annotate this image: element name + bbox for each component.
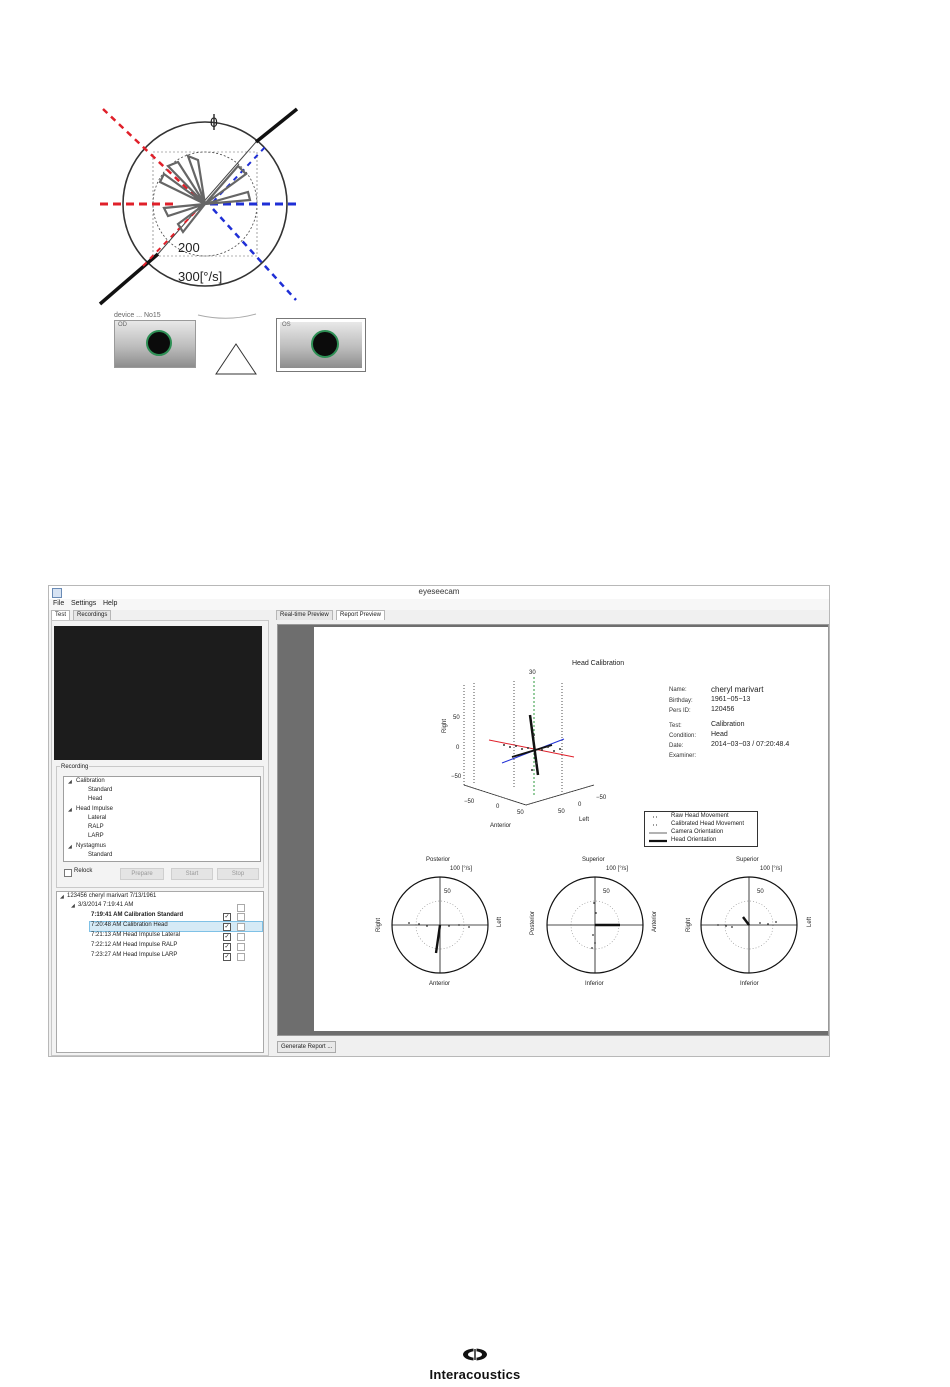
- recording-group: [56, 766, 264, 888]
- polar2-right-label: Anterior: [652, 910, 658, 932]
- info-key: Pers ID:: [669, 708, 691, 714]
- include-checkbox[interactable]: ✓: [224, 934, 230, 940]
- head-calibration-3d-plot: [434, 675, 624, 825]
- report-page: [314, 627, 828, 1031]
- info-key: Birthday:: [669, 698, 693, 704]
- session-tree[interactable]: [56, 891, 264, 1053]
- info-value-condition: Head: [711, 731, 728, 738]
- menu-file[interactable]: File: [53, 600, 65, 607]
- session-item-calibration-standard[interactable]: 7:19:41 AM Calibration Standard: [91, 912, 184, 918]
- left-panel: [51, 620, 269, 1056]
- polar3-left-label: Right: [686, 917, 692, 932]
- session-date-node[interactable]: 3/3/2014 7:19:41 AM: [78, 902, 134, 908]
- menu-settings[interactable]: Settings: [71, 600, 97, 607]
- relock-checkbox[interactable]: [64, 869, 72, 877]
- tab-recordings[interactable]: Recordings: [73, 610, 111, 620]
- plot3d-y-tick: 0: [456, 745, 460, 751]
- polar-plot-2: [544, 873, 646, 979]
- polar1-left-label: Right: [376, 917, 382, 932]
- info-key: Date:: [669, 743, 684, 749]
- tree-item-lateral[interactable]: Lateral: [88, 815, 107, 821]
- plot3d-y-label: Right: [442, 718, 448, 733]
- expand-icon[interactable]: ◢: [68, 779, 72, 785]
- info-value-date: 2014−03−03 / 07:20:48.4: [711, 741, 790, 748]
- tab-test[interactable]: Test: [51, 610, 70, 620]
- secondary-checkbox[interactable]: [237, 953, 245, 961]
- session-item-impulse-larp[interactable]: 7:23:27 AM Head Impulse LARP: [91, 952, 178, 958]
- plot3d-z-tick: 0: [578, 802, 582, 808]
- plot3d-x-tick: −50: [464, 799, 475, 805]
- report-title: Head Calibration: [572, 660, 625, 667]
- tab-report-preview[interactable]: Report Preview: [336, 610, 385, 620]
- session-item-calibration-head[interactable]: 7:20:48 AM Calibration Head: [91, 922, 168, 928]
- plot3d-top-tick: 30: [529, 670, 536, 676]
- figure-caption-fragment: device ... No15: [114, 312, 161, 319]
- generate-report-button[interactable]: Generate Report ...: [277, 1041, 336, 1053]
- report-legend: [644, 811, 758, 847]
- report-preview-frame: [277, 624, 829, 1036]
- plot3d-x-tick: 50: [517, 810, 524, 816]
- tree-item-standard[interactable]: Standard: [88, 787, 113, 793]
- polar1-bottom-label: Anterior: [429, 981, 451, 987]
- plot3d-x-tick: 0: [496, 804, 500, 810]
- legend-raw-head-movement: Raw Head Movement: [671, 813, 729, 819]
- tab-realtime-preview[interactable]: Real-time Preview: [276, 610, 333, 620]
- include-checkbox[interactable]: ✓: [224, 954, 230, 960]
- thumb-label-os: OS: [282, 322, 291, 328]
- secondary-checkbox[interactable]: [237, 904, 245, 912]
- legend-camera-orientation: Camera Orientation: [671, 829, 724, 835]
- eye-thumbnail-left: [276, 318, 366, 372]
- plot3d-y-tick: 50: [453, 715, 460, 721]
- pupil-marker: [311, 330, 339, 358]
- thumb-label-od: OD: [118, 322, 127, 328]
- polar3-right-label: Left: [807, 916, 813, 927]
- session-item-impulse-lateral[interactable]: 7:21:13 AM Head Impulse Lateral: [91, 932, 181, 938]
- include-checkbox[interactable]: ✓: [224, 924, 230, 930]
- menu-bar: [49, 599, 829, 610]
- polar2-top-label: Superior: [582, 857, 605, 863]
- plot3d-x-label: Anterior: [490, 823, 512, 829]
- calibration-polar-figure: [98, 104, 368, 376]
- plot3d-y-tick: −50: [451, 774, 462, 780]
- plot3d-z-tick: 50: [558, 809, 565, 815]
- polar-plot-1: [389, 873, 491, 979]
- include-checkbox[interactable]: ✓: [224, 914, 230, 920]
- polar-plot-3: [698, 873, 800, 979]
- legend-calibrated-head-movement: Calibrated Head Movement: [671, 821, 745, 827]
- tree-item-head[interactable]: Head: [88, 796, 103, 802]
- scale-label-0: 0: [210, 114, 218, 130]
- start-button[interactable]: Start: [171, 868, 213, 880]
- patient-node[interactable]: 123456 cheryl marivart 7/13/1961: [67, 893, 157, 899]
- scale-label-200: 200: [178, 240, 200, 255]
- triangle-icon: [214, 342, 258, 376]
- recording-legend: Recording: [61, 764, 89, 770]
- info-value-pers-id: 120456: [711, 706, 735, 713]
- polar2-bottom-label: Inferior: [585, 981, 604, 987]
- recording-tree[interactable]: [63, 776, 261, 862]
- tree-item-larp[interactable]: LARP: [88, 833, 104, 839]
- secondary-checkbox[interactable]: [237, 923, 245, 931]
- stop-button[interactable]: Stop: [217, 868, 259, 880]
- legend-swatches: [647, 814, 669, 846]
- polar3-ring-label: 100 [°/s]: [760, 866, 783, 872]
- info-key: Test:: [669, 723, 682, 729]
- polar1-ring-label-50: 50: [444, 889, 451, 895]
- info-key: Examiner:: [669, 753, 697, 759]
- polar3-top-label: Superior: [736, 857, 759, 863]
- expand-icon[interactable]: ◢: [68, 807, 72, 813]
- plot3d-z-label: Left: [579, 817, 590, 823]
- session-item-impulse-ralp[interactable]: 7:22:12 AM Head Impulse RALP: [91, 942, 178, 948]
- secondary-checkbox[interactable]: [237, 943, 245, 951]
- polar3-bottom-label: Inferior: [740, 981, 759, 987]
- info-value-birthday: 1961−05−13: [711, 696, 751, 703]
- tree-item-ralp[interactable]: RALP: [88, 824, 104, 830]
- scale-label-300: 300[°/s]: [178, 269, 223, 284]
- relock-label: Relock: [74, 868, 93, 874]
- include-checkbox[interactable]: ✓: [224, 944, 230, 950]
- expand-icon[interactable]: ◢: [60, 894, 64, 900]
- title-bar: [49, 586, 829, 600]
- interacoustics-logo-icon: [462, 1348, 488, 1361]
- legend-head-orientation: Head Orientation: [671, 837, 717, 843]
- prepare-button[interactable]: Prepare: [120, 868, 164, 880]
- tree-item-nystagmus-standard[interactable]: Standard: [88, 852, 113, 858]
- secondary-checkbox[interactable]: [237, 913, 245, 921]
- brand-logo: [0, 1348, 950, 1382]
- polar2-left-label: Posterior: [530, 910, 536, 935]
- app-window: [48, 585, 830, 1057]
- expand-icon[interactable]: ◢: [71, 903, 75, 909]
- right-panel: [274, 610, 829, 1056]
- info-value-name: cheryl marivart: [711, 685, 764, 694]
- tree-item-calibration[interactable]: Calibration: [76, 778, 105, 784]
- brand-name: Interacoustics: [429, 1367, 521, 1382]
- tree-item-head-impulse[interactable]: Head Impulse: [76, 806, 114, 812]
- polar3-ring-label-50: 50: [757, 889, 764, 895]
- expand-icon[interactable]: ◢: [68, 844, 72, 850]
- plot3d-z-tick: −50: [596, 795, 607, 801]
- menu-help[interactable]: Help: [103, 600, 118, 607]
- window-title: eyeseecam: [418, 587, 460, 596]
- secondary-checkbox[interactable]: [237, 933, 245, 941]
- polar2-ring-label-50: 50: [603, 889, 610, 895]
- polar1-ring-label: 100 [°/s]: [450, 866, 473, 872]
- info-key: Name:: [669, 687, 687, 693]
- pupil-marker: [146, 330, 172, 356]
- info-value-test: Calibration: [711, 721, 745, 728]
- camera-video-view: [54, 626, 262, 760]
- polar1-top-label: Posterior: [426, 857, 451, 863]
- eye-thumbnail-right: [114, 320, 196, 368]
- polar1-right-label: Left: [497, 916, 503, 927]
- info-key: Condition:: [669, 733, 697, 739]
- tree-item-nystagmus[interactable]: Nystagmus: [76, 843, 107, 849]
- polar2-ring-label: 100 [°/s]: [606, 866, 629, 872]
